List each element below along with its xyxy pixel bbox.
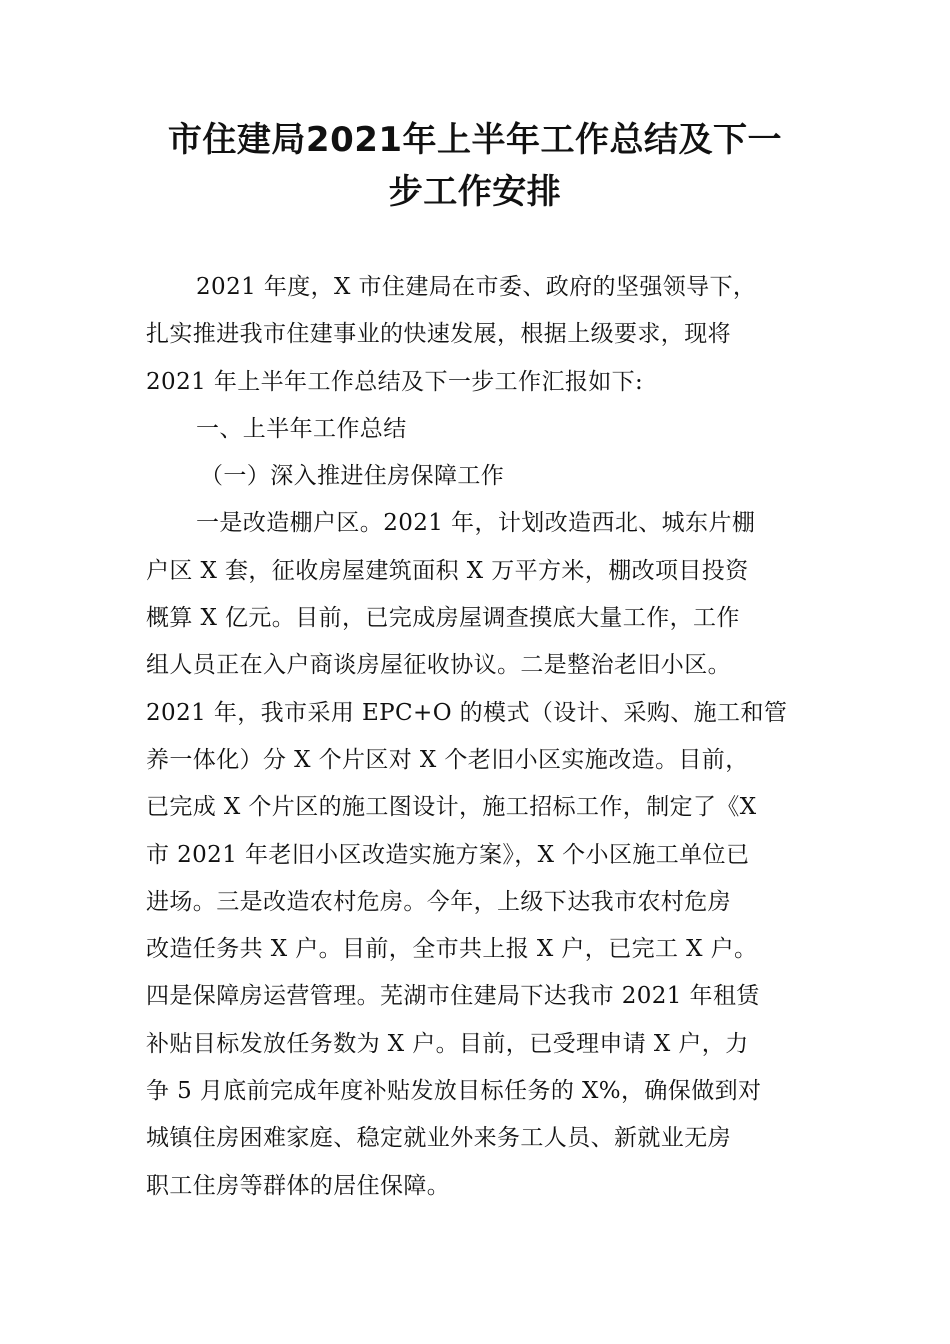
paragraph-line: 争 5 月底前完成年度补贴发放目标任务的 X%，确保做到对 <box>146 1078 762 1105</box>
paragraph-line: 养一体化）分 X 个片区对 X 个老旧小区实施改造。目前， <box>146 746 749 773</box>
paragraph-line: 进场。三是改造农村危房。今年，上级下达我市农村危房 <box>146 888 731 915</box>
paragraph-line: 扎实推进我市住建事业的快速发展，根据上级要求，现将 <box>146 321 731 348</box>
title-line-2: 步工作安排 <box>388 172 562 212</box>
paragraph-line: 城镇住房困难家庭、稳定就业外来务工人员、新就业无房 <box>146 1125 731 1152</box>
paragraph-line: 户区 X 套，征收房屋建筑面积 X 万平方米，棚改项目投资 <box>146 557 749 584</box>
paragraph-line: 概算 X 亿元。目前，已完成房屋调查摸底大量工作，工作 <box>146 605 740 632</box>
subsection-heading: （一）深入推进住房保障工作 <box>200 463 505 490</box>
title-line-1: 市住建局2021年上半年工作总结及下一 <box>167 120 783 160</box>
section-heading: 一、上半年工作总结 <box>196 415 407 442</box>
document-title <box>100 114 850 218</box>
paragraph-line: 职工住房等群体的居住保障。 <box>146 1172 451 1199</box>
paragraph-line: 一是改造棚户区。2021 年，计划改造西北、城东片棚 <box>196 510 756 537</box>
paragraph-line: 市 2021 年老旧小区改造实施方案》，X 个小区施工单位已 <box>146 841 750 868</box>
paragraph-line: 改造任务共 X 户。目前，全市共上报 X 户，已完工 X 户。 <box>146 936 758 963</box>
paragraph-line: 已完成 X 个片区的施工图设计，施工招标工作，制定了《X <box>146 794 757 821</box>
paragraph-line: 2021 年，我市采用 EPC+O 的模式（设计、采购、施工和管 <box>146 699 788 726</box>
paragraph-line: 四是保障房运营管理。芜湖市住建局下达我市 2021 年租赁 <box>146 983 760 1010</box>
paragraph-line: 补贴目标发放任务数为 X 户。目前，已受理申请 X 户，力 <box>146 1030 749 1057</box>
paragraph-line: 组人员正在入户商谈房屋征收协议。二是整治老旧小区。 <box>146 652 731 679</box>
document-body <box>146 264 806 1210</box>
paragraph-line: 2021 年度，X 市住建局在市委、政府的坚强领导下， <box>196 274 757 300</box>
paragraph-line: 2021 年上半年工作总结及下一步工作汇报如下: <box>146 368 644 395</box>
